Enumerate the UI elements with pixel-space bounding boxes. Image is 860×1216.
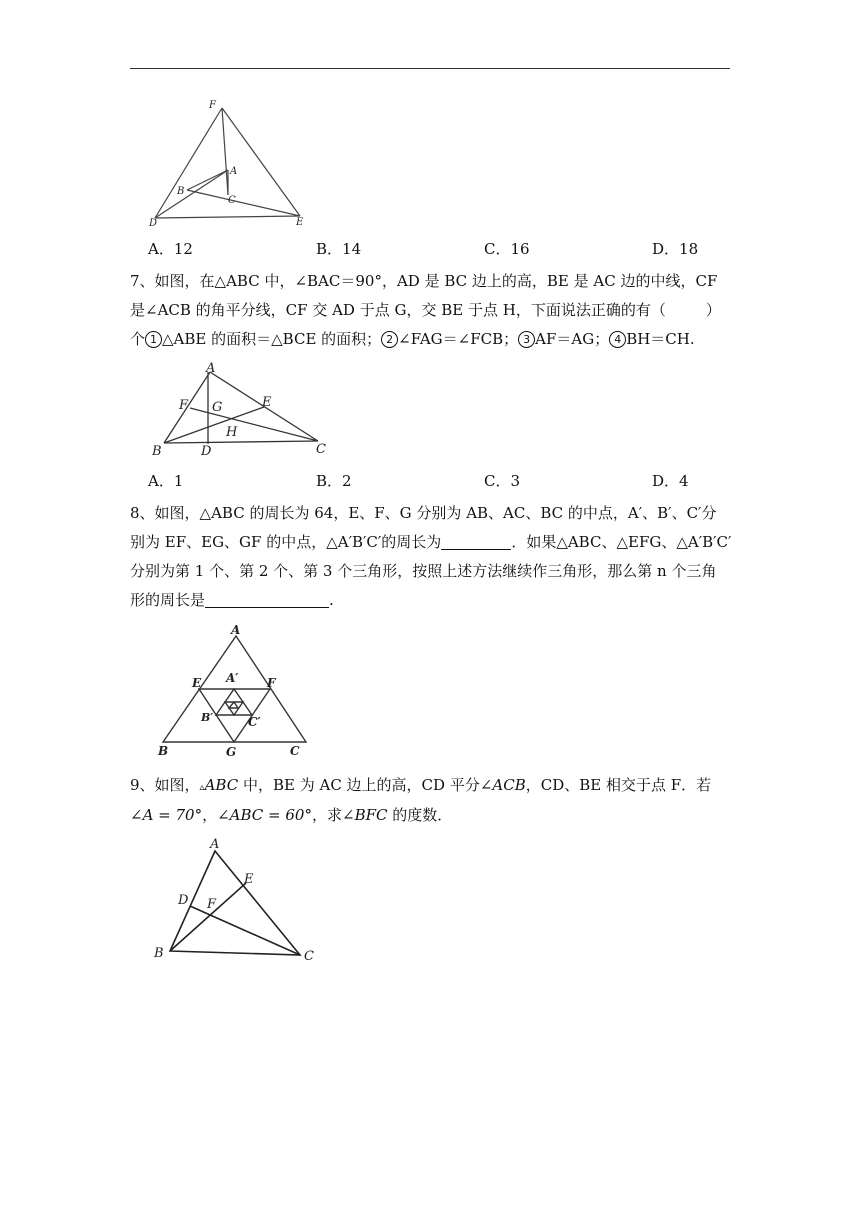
q7-label-f: F [179, 398, 189, 413]
q9-line-2: ∠A = 70°，∠ABC = 60°，求∠BFC 的度数． [130, 806, 453, 824]
q8-answer-blank-1[interactable] [441, 533, 511, 550]
q6-label-a: A [230, 166, 238, 177]
q7-option-d: D．4 [652, 472, 689, 490]
q7-line-3: 个 1 △ABE 的面积＝△BCE 的面积； 2 ∠FAG＝∠FCB； 3 AF＝AG； 4 BH＝CH. [130, 330, 695, 348]
q7-label-b: B [152, 444, 162, 459]
q8-label-f: F [267, 676, 276, 690]
q9-label-b: B [154, 946, 164, 961]
q8-label-a: A [231, 623, 241, 637]
q8-label-b: B [158, 744, 169, 758]
q7-label-d: D [201, 444, 212, 459]
q9-line-1: 9、如图，▵ABC 中，BE 为 AC 边上的高，CD 平分∠ACB，CD、BE 相交于点 F．若 [130, 776, 712, 794]
q7-option-c: C．3 [484, 472, 521, 490]
q6-option-c: C．16 [484, 240, 530, 258]
q6-label-f: F [209, 100, 216, 111]
q8-label-b-prime: B′ [201, 711, 214, 724]
q9-label-d: D [178, 893, 189, 908]
q9-label-f: F [207, 897, 217, 912]
q8-label-c: C [290, 744, 300, 758]
q8-label-g: G [226, 745, 237, 759]
q6-option-b: B．14 [316, 240, 362, 258]
q6-label-e: E [296, 217, 304, 228]
q7-label-g: G [212, 400, 223, 415]
q7-label-a: A [206, 361, 216, 376]
q9-label-e: E [244, 872, 254, 887]
header-rule [130, 68, 730, 69]
q8-answer-blank-2[interactable] [205, 591, 329, 608]
q6-option-a: A．12 [148, 240, 193, 258]
q8-label-c-prime: C′ [248, 715, 261, 729]
q8-line-1: 8、如图，△ABC 的周长为 64，E、F、G 分别为 AB、AC、BC 的中点，A′、B′、C′分 [130, 504, 717, 522]
q6-label-b: B [177, 186, 185, 197]
q6-figure [145, 98, 315, 228]
q9-figure [150, 836, 330, 966]
q9-label-c: C [304, 949, 314, 964]
q9-label-a: A [210, 837, 220, 852]
q8-line-3: 分别为第 1 个、第 2 个、第 3 个三角形，按照上述方法继续作三角形，那么第 n 个三角 [130, 562, 717, 580]
circled-number-2: 2 [381, 331, 398, 348]
q7-options [148, 470, 748, 492]
q8-label-e: E [192, 676, 202, 690]
q7-option-b: B．2 [316, 472, 352, 490]
q6-option-d: D．18 [652, 240, 699, 258]
q6-options [148, 238, 748, 260]
q6-label-c: C [228, 195, 236, 206]
q7-line-2: 是∠ACB 的角平分线，CF 交 AD 于点 G，交 BE 于点 H，下面说法正确的有（ ） [130, 301, 721, 319]
q8-figure [150, 622, 320, 762]
triangle-symbol: ▵ [199, 782, 205, 793]
q8-line-2: 别为 EF、EG、GF 的中点，△A′B′C′的周长为 ．如果△ABC、△EFG、△A′B′C′ [130, 533, 732, 551]
q7-option-a: A．1 [148, 472, 184, 490]
q6-label-d: D [149, 218, 158, 229]
q8-line-4: 形的周长是 . [130, 591, 334, 609]
circled-number-1: 1 [145, 331, 162, 348]
q7-label-e: E [262, 395, 272, 410]
q7-figure [150, 362, 340, 462]
q7-label-c: C [316, 442, 326, 457]
q7-label-h: H [226, 425, 238, 440]
circled-number-3: 3 [518, 331, 535, 348]
q8-label-a-prime: A′ [226, 671, 239, 685]
circled-number-4: 4 [609, 331, 626, 348]
q7-line-1: 7、如图，在△ABC 中，∠BAC＝90°，AD 是 BC 边上的高，BE 是 AC 边的中线，CF [130, 272, 718, 290]
